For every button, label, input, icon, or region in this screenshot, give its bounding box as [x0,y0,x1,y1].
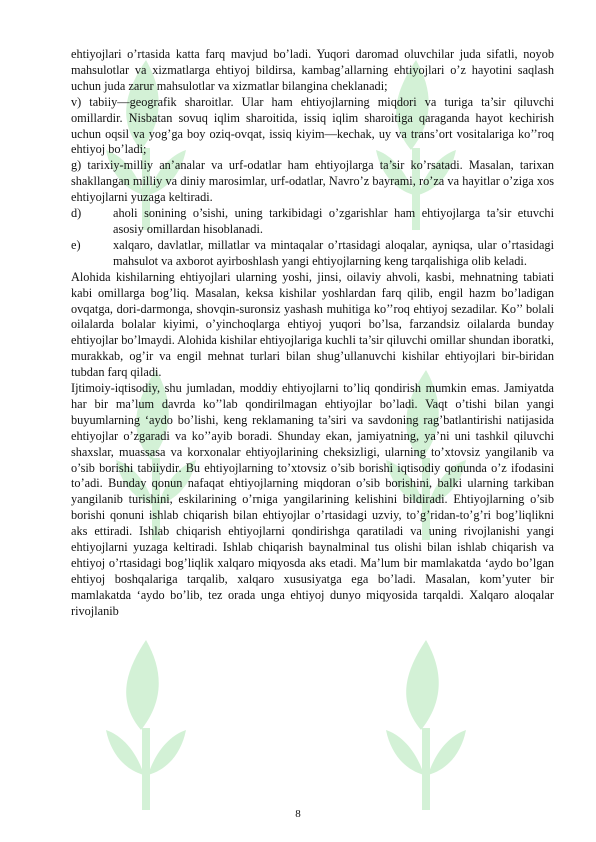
watermark-leaf-icon [366,640,486,810]
list-item [71,238,554,270]
paragraph: Alohida kishilarning ehtiyojlari ularning yoshi, jinsi, oilaviy ahvoli, kasbi, mehnatning tabiati kabi omillarga bog’liq. Masalan, keksa kishilar yoshlardan farq qilib, engil hazm bo’ladigan ovqatga, dori-darmonga, shovqin-suronsiz yashash muhitiga ko’’roq ehtiyoj sezadilar. Ko’’ bolali oilalarda bolalar kiyimi, o’yinchoqlarga ehtiyoj yuqori bo’lsa, farzandsiz oilalarda bunday ehtiyojlar bo’lmaydi. Alohida kishilar ehtiyojlariga kuchli ta’sir qiluvchi omillar shundan iboratki, murakkab, og’ir va engil mehnat turlari bilan shug’ullanuvchi kishilar ehtiyojlari bir-biridan tubdan farq qiladi. [71,269,554,380]
list-marker: e) [71,237,81,252]
list-item-text: xalqaro, davlatlar, millatlar va mintaqalar o’rtasidagi aloqalar, ayniqsa, ular o’rtasidagi mahsulot va axborot ayirboshlash yangi ehtiyojlarning keng tarqalishiga olib keladi. [113,237,554,268]
paragraph: g) tarixiy-milliy an’analar va urf-odatlar ham ehtiyojlarga ta’sir ko’rsatadi. Masalan, tarixan shakllangan milliy va diniy marosimlar, urf-odatlar, Navro’z bayrami, ro’za va hayitlar o’ziga xos ehtiyojlarni yuzaga keltiradi. [71,158,554,205]
watermark-leaf-icon [86,640,206,810]
list-item [71,206,554,238]
paragraph: Ijtimoiy-iqtisodiy, shu jumladan, moddiy ehtiyojlarni to’liq qondirish mumkin emas. Jamiyatda har bir ma’lum davrda ko’’lab qondirilmagan ehtiyojlar bo’ladi. Vaqt o’tishi bilan yangi buyumlarning ‘aydo bo’lishi, keng reklamaning ta’siri va savdoning rag’batlantirishi natijasida ehtiyojlar o’zgaradi va ko’’ayib boradi. Shunday ekan, jamiyatning, ya’ni uni tashkil qiluvchi shaxslar, muassasa va korxonalar ehtiyojlarining cheksizligi, ularning to’xtovsiz yangilanib va o’sib borishi tabiiydir. Bu ehtiyojlarning to’xtovsiz o’sib borishi iqtisodiy qonunda o’z ifodasini to’adi. Bunday qonun nafaqat ehtiyojlarning miqdoran o’sib borishini, balki ularning tarkiban yangilanib turishini, eskilarining o’rniga yangilarining kelishini bildiradi. Ehtiyojlarning o’sib borishi qonuni ishlab chiqarish bilan ehtiyojlar o’rtasidagi uzviy, to’g’ridan-to’g’ri bog’liqlikni aks ettiradi. Ishlab chiqarish ehtiyojlarni qondirishga qaratiladi va uning rivojlanishi yangi ehtiyojlarni yuzaga keltiradi. Ishlab chiqarish baynalminal tus olishi bilan ishlab chiqarish va ehtiyoj o’rtasidagi bog’liqlik xalqaro miqyosda aks etadi. Ma’lum bir mamlakatda ‘aydo bo’lgan ehtiyoj boshqalariga tarqalib, xalqaro xususiyatga ega bo’ladi. Masalan, kom’yuter bir mamlakatda ‘aydo bo’lib, tez orada unga ehtiyoj dunyo miqyosida tarqaldi. Xalqaro aloqalar rivojlanib [71,381,554,618]
body-text [71,47,554,620]
list-item-text: aholi sonining o’sishi, uning tarkibidagi o’zgarishlar ham ehtiyojlarga ta’sir etuvchi asosiy omillardan hisoblanadi. [113,206,554,236]
list-marker: d) [71,206,82,221]
page-number: 8 [295,808,301,820]
paragraph: v) tabiiy—geografik sharoitlar. Ular ham ehtiyojlarning miqdori va turiga ta’sir qiluvchi omillardir. Nisbatan sovuq iqlim sharoitida, issiq iqlim sharoitiga qaraganda hayot kechirish uchun oqsil va yog’ga boy oziq-ovqat, issiq kiyim—kechak, uy va trans’ort vositalariga ko’’roq ehtiyoj bo’ladi; [71,94,554,157]
paragraph: ehtiyojlari o’rtasida katta farq mavjud bo’ladi. Yuqori daromad oluvchilar juda sifatli, noyob mahsulotlar va xizmatlarga ehtiyoj bildirsa, kambag’allarning ehtiyojlari o’z hayotini saqlash uchun juda zarur mahsulotlar va xizmatlar bilangina cheklanadi; [71,47,554,93]
